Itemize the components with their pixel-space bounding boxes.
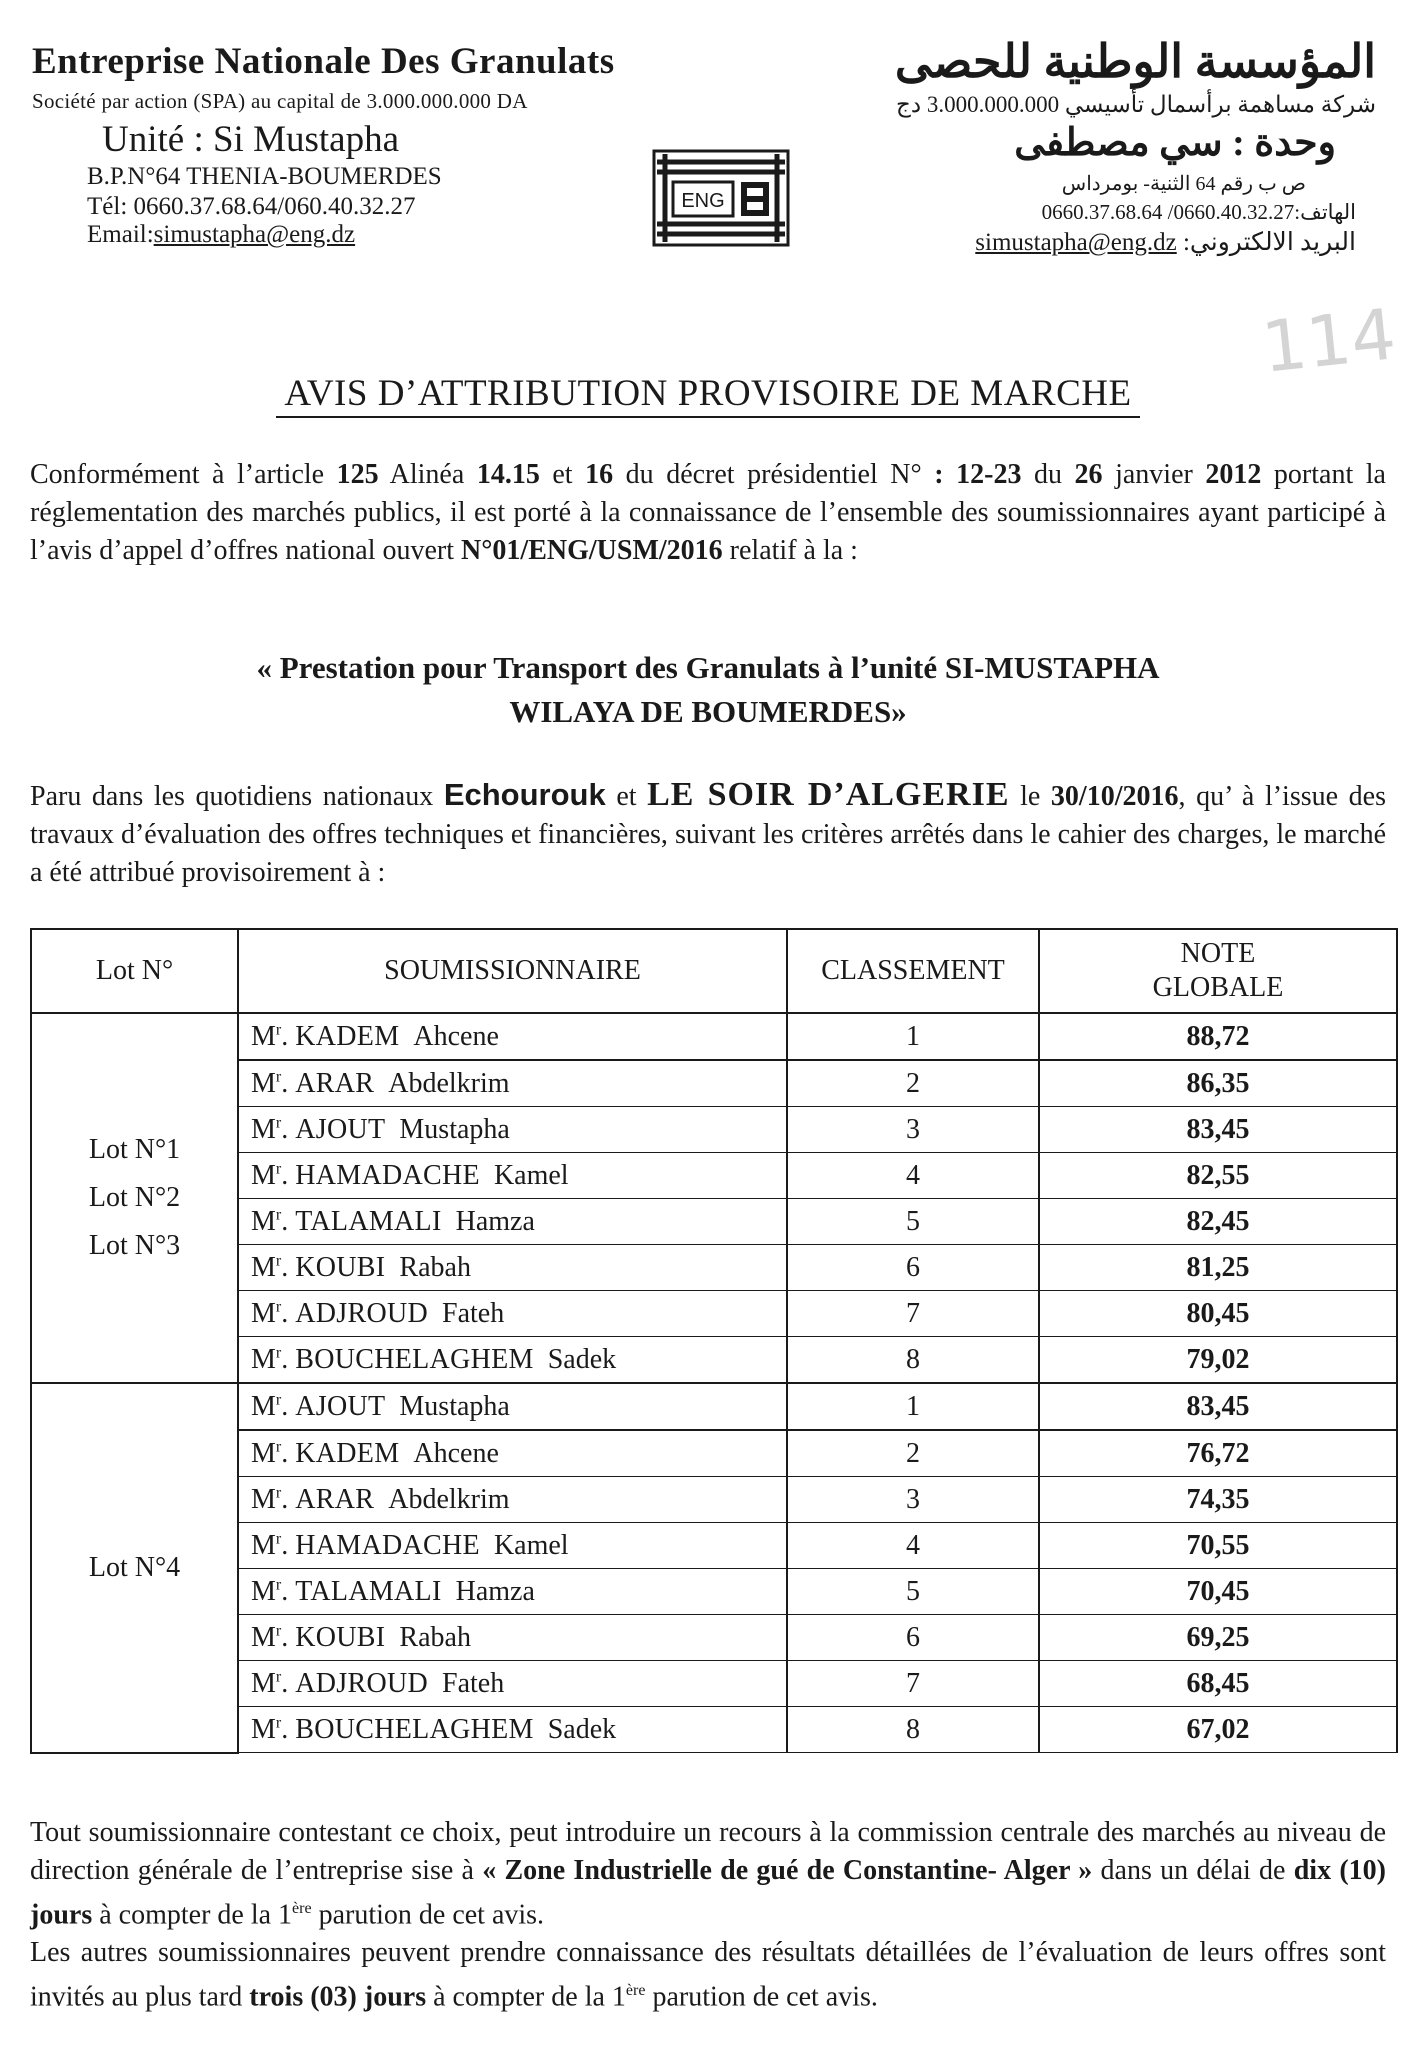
title-prefix: $M^r$ bbox=[251, 1621, 282, 1653]
ordinal-suffix: ère bbox=[292, 1900, 312, 1917]
footer-text: dans un délai de bbox=[1092, 1855, 1294, 1886]
results-table bbox=[30, 928, 1398, 1754]
rank-cell: 5 bbox=[787, 1199, 1039, 1245]
rank-cell: 4 bbox=[787, 1523, 1039, 1569]
intro-text: Conformément à l’article bbox=[30, 459, 337, 490]
bidder-cell: $M^r$. AJOUT Mustapha bbox=[238, 1383, 787, 1430]
tender-reference: N°01/ENG/USM/2016 bbox=[461, 535, 723, 566]
score-cell: 68,45 bbox=[1039, 1661, 1397, 1707]
notice-title bbox=[0, 372, 1416, 415]
bidder-cell: $M^r$. HAMADACHE Kamel bbox=[238, 1153, 787, 1199]
bidder-first-name: Abdelkrim bbox=[388, 1483, 510, 1515]
footer-text: parution de cet avis. bbox=[311, 1899, 545, 1931]
score-cell: 83,45 bbox=[1039, 1383, 1397, 1430]
bidder-last-name: TALAMALI bbox=[295, 1205, 442, 1237]
title-prefix: $M^r$ bbox=[251, 1437, 282, 1469]
rank-cell: 2 bbox=[787, 1430, 1039, 1477]
lot-label: Lot N°1 bbox=[88, 1134, 181, 1165]
bidder-cell: $M^r$. HAMADACHE Kamel bbox=[238, 1523, 787, 1569]
score-cell: 74,35 bbox=[1039, 1477, 1397, 1523]
phone-fr: Tél: 0660.37.68.64/060.40.32.27 bbox=[87, 193, 416, 220]
bidder-cell: $M^r$. KADEM Ahcene bbox=[238, 1430, 787, 1477]
postal-address-ar: ص ب رقم 64 الثنية- بومرداس bbox=[1061, 173, 1306, 195]
email-link-fr[interactable]: simustapha@eng.dz bbox=[153, 221, 356, 248]
rank-cell: 3 bbox=[787, 1107, 1039, 1153]
bidder-cell: $M^r$. KADEM Ahcene bbox=[238, 1013, 787, 1060]
ordinal-suffix: ère bbox=[625, 1982, 646, 2000]
company-name-ar: المؤسسة الوطنية للحصى bbox=[894, 36, 1376, 87]
intro-bold: 16 bbox=[585, 459, 614, 490]
bidder-cell: $M^r$. BOUCHELAGHEM Sadek bbox=[238, 1337, 787, 1384]
score-cell: 88,72 bbox=[1039, 1013, 1397, 1060]
header-score bbox=[1039, 929, 1397, 1013]
score-cell: 82,55 bbox=[1039, 1153, 1397, 1199]
bidder-first-name: Fateh bbox=[442, 1297, 505, 1329]
publication-text: , qu’ à l’issue des travaux d’évaluation des offres techniques et financières, suivant les critères arrêtés dans le cahier des charges, le marché a été attribué provisoirement à : bbox=[30, 781, 1386, 888]
title-prefix: $M^r$ bbox=[251, 1020, 282, 1052]
score-cell: 82,45 bbox=[1039, 1199, 1397, 1245]
consult-delay: trois (03) jours bbox=[249, 1981, 427, 2013]
publication-text: le bbox=[1009, 781, 1051, 812]
footer-text: à compter de la bbox=[426, 1981, 612, 2013]
lot-label: Lot N°4 bbox=[88, 1551, 181, 1583]
intro-bold: 2012 bbox=[1205, 459, 1262, 490]
rank-cell: 7 bbox=[787, 1661, 1039, 1707]
publication-date: 30/10/2016 bbox=[1050, 781, 1179, 812]
phone-ar: 0660.37.68.64 /0660.40.32.27 bbox=[1041, 200, 1295, 224]
title-prefix: $M^r$ bbox=[251, 1159, 282, 1191]
rank-cell: 8 bbox=[787, 1337, 1039, 1384]
rank-cell: 8 bbox=[787, 1707, 1039, 1753]
phone-label-ar: الهاتف: bbox=[1294, 200, 1356, 224]
appeal-address: « Zone Industrielle de gué de Constantine- Alger » bbox=[482, 1855, 1093, 1886]
score-cell: 69,25 bbox=[1039, 1615, 1397, 1661]
bidder-last-name: ARAR bbox=[295, 1483, 375, 1515]
logo-text: ENG bbox=[681, 190, 725, 212]
bidder-cell: $M^r$. TALAMALI Hamza bbox=[238, 1199, 787, 1245]
unit-name-ar: وحدة : سي مصطفى bbox=[1014, 122, 1336, 164]
rank-cell: 6 bbox=[787, 1615, 1039, 1661]
bidder-first-name: Rabah bbox=[399, 1251, 471, 1283]
bidder-first-name: Sadek bbox=[547, 1713, 617, 1745]
intro-paragraph bbox=[30, 456, 1386, 570]
appeal-delay: dix (10) jours bbox=[30, 1855, 1386, 1931]
phone-line-ar bbox=[756, 200, 1376, 225]
rank-cell: 1 bbox=[787, 1383, 1039, 1430]
header-rank: CLASSEMENT bbox=[787, 929, 1039, 1013]
title-prefix: $M^r$ bbox=[251, 1067, 282, 1099]
table-row bbox=[31, 1383, 1397, 1430]
score-cell: 80,45 bbox=[1039, 1291, 1397, 1337]
rank-cell: 7 bbox=[787, 1291, 1039, 1337]
footer-text: parution de cet avis. bbox=[645, 1981, 878, 2013]
bidder-last-name: TALAMALI bbox=[295, 1575, 442, 1607]
bidder-cell: $M^r$. ARAR Abdelkrim bbox=[238, 1477, 787, 1523]
title-prefix: $M^r$ bbox=[251, 1113, 282, 1145]
intro-text: janvier bbox=[1102, 459, 1206, 490]
bidder-last-name: BOUCHELAGHEM bbox=[295, 1343, 534, 1375]
bidder-last-name: KOUBI bbox=[295, 1251, 386, 1283]
email-line-fr bbox=[32, 221, 672, 249]
bidder-first-name: Fateh bbox=[442, 1667, 505, 1699]
bidder-first-name: Mustapha bbox=[399, 1390, 510, 1422]
intro-text: portant la réglementation des marchés publics, il est porté à la connaissance de l’ensemble des soumissionnaires ayant participé à l’avis d’appel d’offres national ouvert bbox=[30, 459, 1386, 566]
title-prefix: $M^r$ bbox=[251, 1575, 282, 1607]
title-prefix: $M^r$ bbox=[251, 1483, 282, 1515]
appeal-paragraph bbox=[30, 1814, 1386, 2017]
newspaper-le-soir: LE SOIR D’ALGERIE bbox=[647, 776, 1010, 813]
title-prefix: $M^r$ bbox=[251, 1251, 282, 1283]
subject-line-2: WILAYA DE BOUMERDES» bbox=[509, 694, 907, 729]
bidder-first-name: Abdelkrim bbox=[388, 1067, 510, 1099]
footer-text: Tout soumissionnaire contestant ce choix, peut introduire un recours à la commission centrale des marchés au niveau de direction générale de l’entreprise sise à bbox=[30, 1817, 1386, 1886]
title-prefix: $M^r$ bbox=[251, 1390, 282, 1422]
company-capital-fr: Société par action (SPA) au capital de 3.000.000.000 DA bbox=[32, 89, 528, 113]
rank-cell: 2 bbox=[787, 1060, 1039, 1107]
bidder-first-name: Rabah bbox=[399, 1621, 471, 1653]
title-prefix: $M^r$ bbox=[251, 1297, 282, 1329]
bidder-first-name: Hamza bbox=[455, 1575, 535, 1607]
title-prefix: $M^r$ bbox=[251, 1343, 282, 1375]
intro-bold: 14.15 bbox=[476, 459, 540, 490]
bidder-last-name: ADJROUD bbox=[295, 1667, 429, 1699]
email-label-fr: Email: bbox=[87, 221, 154, 248]
title-prefix: $M^r$ bbox=[251, 1667, 282, 1699]
score-cell: 76,72 bbox=[1039, 1430, 1397, 1477]
bidder-last-name: KADEM bbox=[295, 1437, 400, 1469]
publication-text: et bbox=[605, 781, 648, 812]
bidder-first-name: Sadek bbox=[547, 1343, 617, 1375]
bidder-cell: $M^r$. ADJROUD Fateh bbox=[238, 1661, 787, 1707]
footer-text: Les autres soumissionnaires peuvent prendre connaissance des résultats détaillées de l’évaluation de leurs offres sont invités au plus tard bbox=[30, 1937, 1386, 2013]
score-cell: 70,55 bbox=[1039, 1523, 1397, 1569]
ordinal: 1 bbox=[278, 1899, 293, 1931]
score-cell: 67,02 bbox=[1039, 1707, 1397, 1753]
rank-cell: 6 bbox=[787, 1245, 1039, 1291]
bidder-last-name: ARAR bbox=[295, 1067, 375, 1099]
company-name-fr: Entreprise Nationale Des Granulats bbox=[32, 41, 615, 82]
score-cell: 81,25 bbox=[1039, 1245, 1397, 1291]
score-cell: 83,45 bbox=[1039, 1107, 1397, 1153]
bidder-last-name: HAMADACHE bbox=[295, 1529, 480, 1561]
bidder-last-name: ADJROUD bbox=[295, 1297, 429, 1329]
score-cell: 70,45 bbox=[1039, 1569, 1397, 1615]
intro-bold: 26 bbox=[1074, 459, 1103, 490]
intro-bold: 125 bbox=[336, 459, 379, 490]
intro-bold: : 12-23 bbox=[921, 459, 1022, 490]
bidder-last-name: AJOUT bbox=[295, 1390, 386, 1422]
table-body bbox=[31, 1013, 1397, 1753]
lot-cell bbox=[31, 1013, 238, 1383]
rank-cell: 4 bbox=[787, 1153, 1039, 1199]
unit-name-fr: Unité : Si Mustapha bbox=[102, 119, 400, 160]
header-score-line-2: GLOBALE bbox=[1152, 972, 1284, 1003]
score-cell: 86,35 bbox=[1039, 1060, 1397, 1107]
header-lot: Lot N° bbox=[31, 929, 238, 1013]
bidder-cell: $M^r$. ARAR Abdelkrim bbox=[238, 1060, 787, 1107]
footer-text: à compter de la bbox=[92, 1899, 279, 1931]
notice-title-text: AVIS D’ATTRIBUTION PROVISOIRE DE MARCHE bbox=[276, 373, 1139, 418]
lot-cell bbox=[31, 1383, 238, 1753]
score-cell: 79,02 bbox=[1039, 1337, 1397, 1384]
bidder-first-name: Hamza bbox=[455, 1205, 535, 1237]
bidder-first-name: Ahcene bbox=[413, 1020, 499, 1052]
postal-address-fr: B.P.N°64 THENIA-BOUMERDES bbox=[87, 163, 442, 190]
header-arabic-block bbox=[756, 34, 1376, 257]
title-prefix: $M^r$ bbox=[251, 1205, 282, 1237]
handwritten-page-mark: 114 bbox=[1258, 293, 1400, 389]
bidder-last-name: KOUBI bbox=[295, 1621, 386, 1653]
table-row bbox=[31, 1013, 1397, 1060]
bidder-last-name: AJOUT bbox=[295, 1113, 386, 1145]
lot-label: Lot N°3 bbox=[88, 1230, 181, 1261]
newspaper-echourouk: Echourouk bbox=[443, 777, 606, 812]
rank-cell: 3 bbox=[787, 1477, 1039, 1523]
bidder-cell: $M^r$. TALAMALI Hamza bbox=[238, 1569, 787, 1615]
bidder-cell: $M^r$. BOUCHELAGHEM Sadek bbox=[238, 1707, 787, 1753]
bidder-last-name: KADEM bbox=[295, 1020, 400, 1052]
title-prefix: $M^r$ bbox=[251, 1529, 282, 1561]
bidder-first-name: Mustapha bbox=[399, 1113, 510, 1145]
bidder-last-name: HAMADACHE bbox=[295, 1159, 480, 1191]
intro-text: du bbox=[1021, 459, 1075, 490]
email-link-ar[interactable]: simustapha@eng.dz bbox=[975, 229, 1177, 256]
contract-subject bbox=[0, 646, 1416, 734]
bidder-first-name: Ahcene bbox=[413, 1437, 499, 1469]
bidder-cell: $M^r$. ADJROUD Fateh bbox=[238, 1291, 787, 1337]
bidder-last-name: BOUCHELAGHEM bbox=[295, 1713, 534, 1745]
bidder-first-name: Kamel bbox=[493, 1159, 569, 1191]
lot-label: Lot N°2 bbox=[88, 1182, 181, 1213]
intro-text: Alinéa bbox=[378, 459, 477, 490]
bidder-cell: $M^r$. KOUBI Rabah bbox=[238, 1245, 787, 1291]
rank-cell: 1 bbox=[787, 1013, 1039, 1060]
publication-text: Paru dans les quotidiens nationaux bbox=[30, 781, 444, 812]
rank-cell: 5 bbox=[787, 1569, 1039, 1615]
table-header-row bbox=[31, 929, 1397, 1013]
intro-text: et bbox=[539, 459, 586, 490]
company-capital-ar: شركة مساهمة برأسمال تأسيسي 3.000.000.000 دج bbox=[895, 92, 1376, 117]
subject-line-1: « Prestation pour Transport des Granulats à l’unité SI-MUSTAPHA bbox=[256, 650, 1160, 685]
header-bidder: SOUMISSIONNAIRE bbox=[238, 929, 787, 1013]
header-french-block bbox=[32, 40, 672, 249]
ordinal: 1 bbox=[611, 1981, 626, 2013]
intro-text: du décret présidentiel N° bbox=[613, 459, 922, 490]
email-line-ar bbox=[756, 227, 1376, 257]
bidder-cell: $M^r$. AJOUT Mustapha bbox=[238, 1107, 787, 1153]
publication-paragraph bbox=[30, 776, 1386, 892]
bidder-first-name: Kamel bbox=[493, 1529, 569, 1561]
bidder-cell: $M^r$. KOUBI Rabah bbox=[238, 1615, 787, 1661]
title-prefix: $M^r$ bbox=[251, 1713, 282, 1745]
intro-text: relatif à la : bbox=[722, 535, 858, 566]
email-label-ar: البريد الالكتروني: bbox=[1182, 229, 1356, 256]
header-score-line-1: NOTE bbox=[1180, 938, 1256, 969]
